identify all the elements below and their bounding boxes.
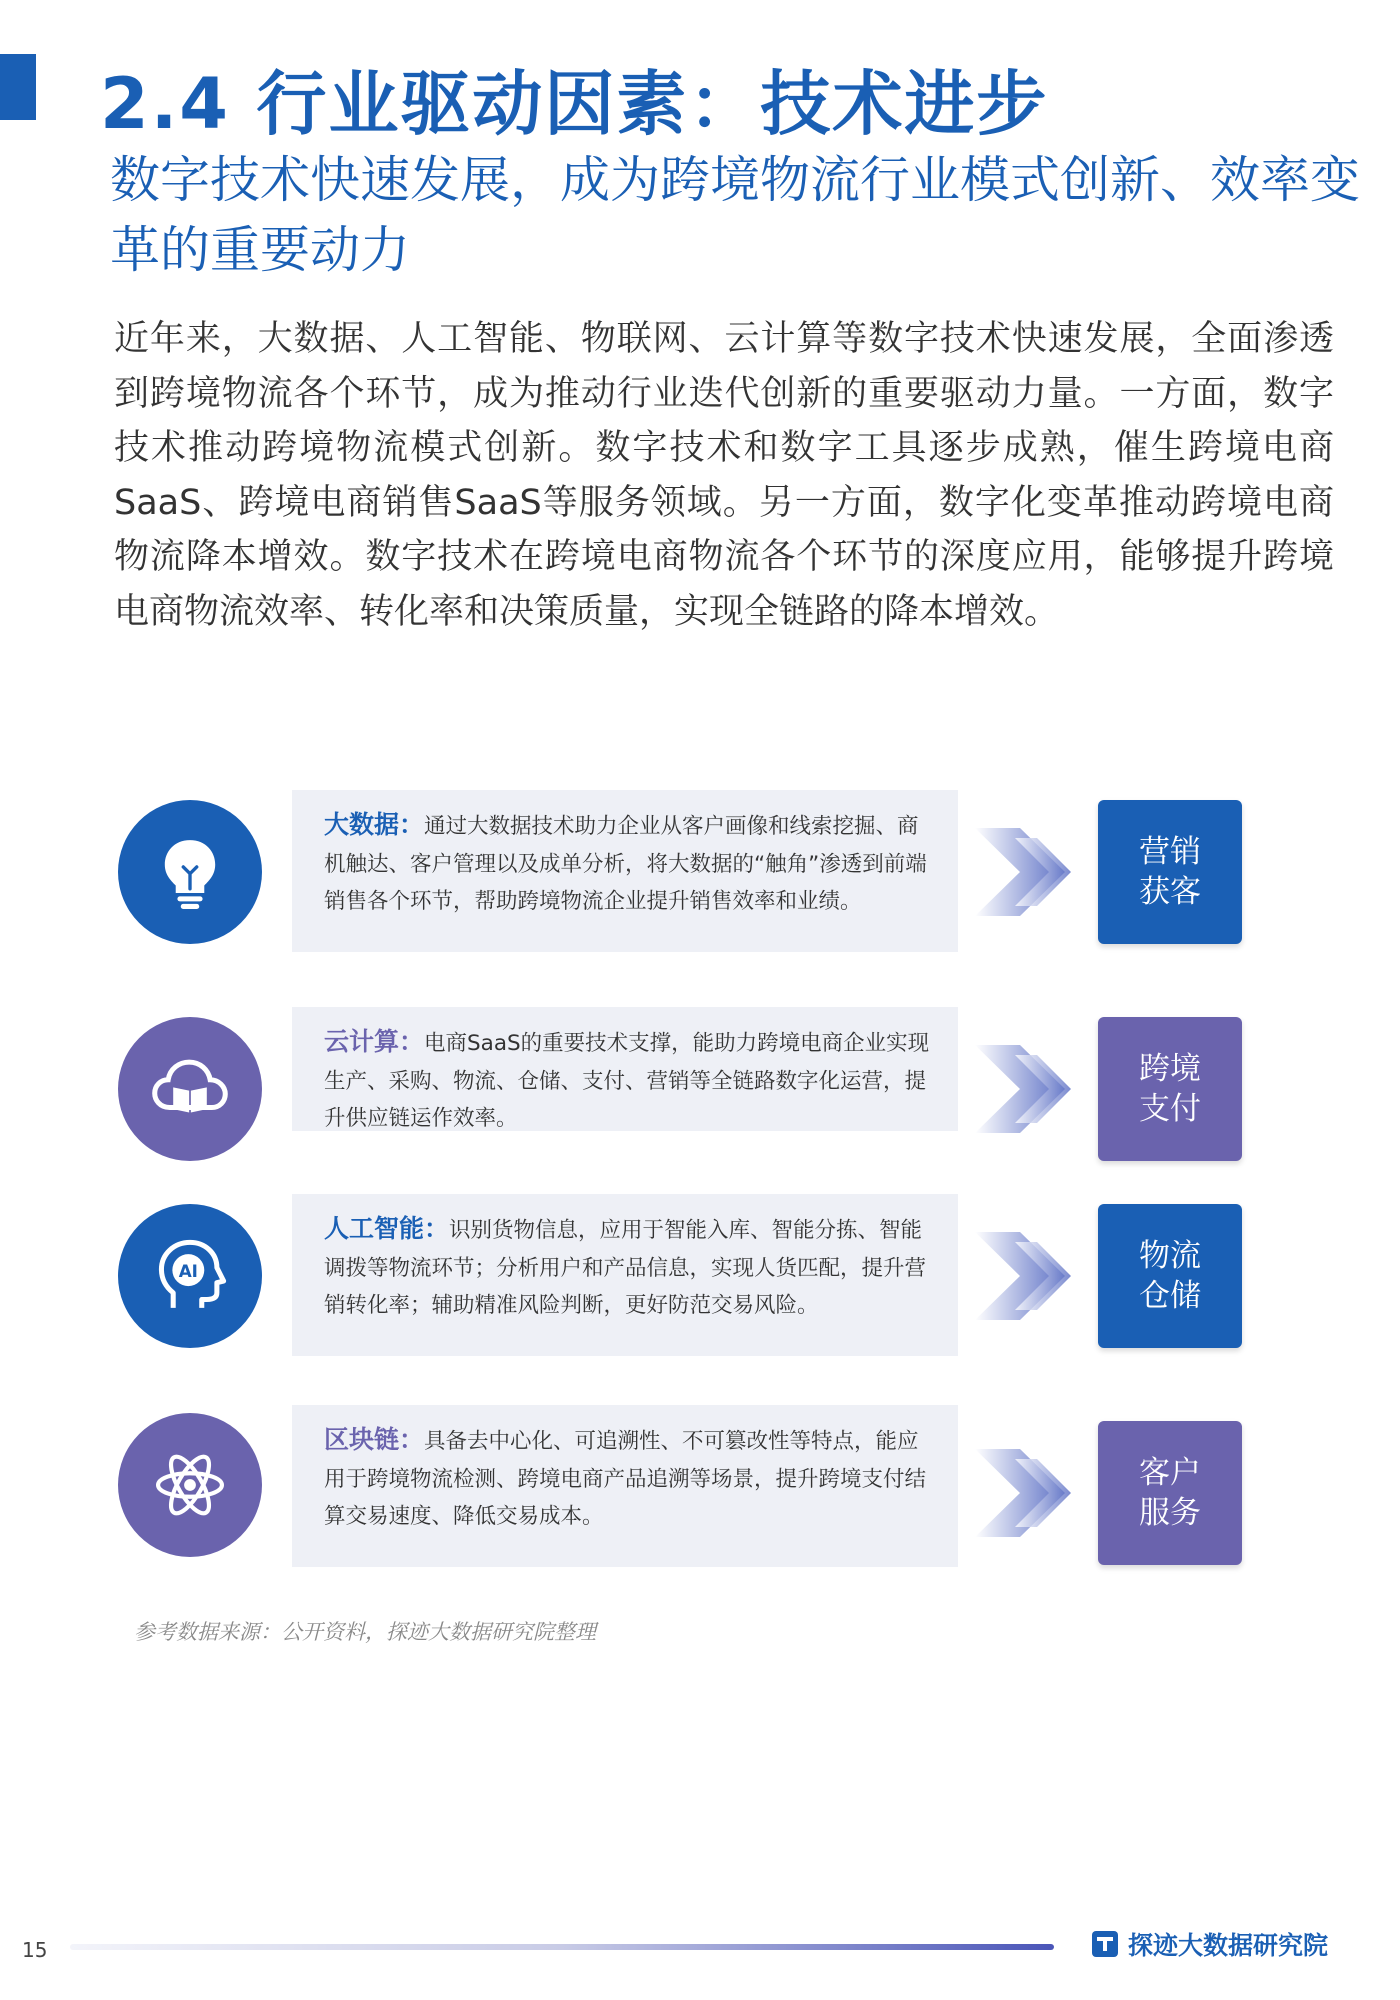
lightbulb-icon [148, 830, 232, 914]
footer-gradient-line [70, 1944, 1054, 1950]
card-heading: 人工智能： [324, 1214, 450, 1243]
chevron-arrow-icon [975, 1045, 1075, 1133]
card-label: 物流仓储 [1098, 1204, 1242, 1348]
card-icon-circle [118, 1204, 262, 1348]
chevron-arrow-icon [975, 828, 1075, 916]
page-subtitle: 数字技术快速发展，成为跨境物流行业模式创新、效率变革的重要动力 [110, 151, 1360, 279]
card-icon-circle [118, 1017, 262, 1161]
card-label: 营销获客 [1098, 800, 1242, 944]
card-text: 具备去中心化、可追溯性、不可篡改性等特点，能应用于跨境物流检测、跨境电商产品追溯等场景，提升跨境支付结算交易速度、降低交易成本。 [324, 1429, 927, 1529]
atom-icon [148, 1443, 232, 1527]
page-number: 15 [22, 1938, 48, 1962]
card-description [292, 1007, 958, 1131]
source-note: 参考数据来源：公开资料，探迹大数据研究院整理 [134, 1620, 596, 1644]
card-icon-circle [118, 1413, 262, 1557]
chevron-arrow-icon [975, 1449, 1075, 1537]
chevron-arrow-icon [975, 1232, 1075, 1320]
card-label: 跨境支付 [1098, 1017, 1242, 1161]
card-label: 客户服务 [1098, 1421, 1242, 1565]
brand-logo-icon [1092, 1931, 1118, 1957]
card-description [292, 1405, 958, 1567]
cloud-book-icon [148, 1047, 232, 1131]
card-icon-circle [118, 800, 262, 944]
card-text: 通过大数据技术助力企业从客户画像和线索挖掘、商机触达、客户管理以及成单分析，将大数据的“触角”渗透到前端销售各个环节，帮助跨境物流企业提升销售效率和业绩。 [324, 814, 927, 914]
card-text: 电商SaaS的重要技术支撑，能助力跨境电商企业实现生产、采购、物流、仓储、支付、营销等全链路数字化运营，提升供应链运作效率。 [324, 1031, 930, 1131]
card-text: 识别货物信息，应用于智能入库、智能分拣、智能调拨等物流环节；分析用户和产品信息，实现人货匹配，提升营销转化率；辅助精准风险判断，更好防范交易风险。 [324, 1218, 927, 1318]
brand-name: 探迹大数据研究院 [1128, 1931, 1329, 1960]
card-heading: 大数据： [324, 810, 425, 839]
svg-text:AI: AI [178, 1260, 198, 1281]
card-heading: 云计算： [324, 1027, 425, 1056]
page-title: 2.4 行业驱动因素：技术进步 [100, 63, 1049, 145]
title-accent-bar [0, 54, 36, 120]
intro-paragraph: 近年来，大数据、人工智能、物联网、云计算等数字技术快速发展，全面渗透到跨境物流各个环节，成为推动行业迭代创新的重要驱动力量。一方面，数字技术推动跨境物流模式创新。数字技术和数字工具逐步成熟，催生跨境电商SaaS、跨境电商销售SaaS等服务领域。另一方面，数字化变革推动跨境电商物流降本增效。数字技术在跨境电商物流各个环节的深度应用，能够提升跨境电商物流效率、转化率和决策质量，实现全链路的降本增效。 [114, 319, 1334, 632]
card-description [292, 1194, 958, 1356]
card-heading: 区块链： [324, 1425, 425, 1454]
card-description [292, 790, 958, 952]
footer-brand [1092, 1926, 1328, 1962]
ai-head-icon [148, 1234, 232, 1318]
